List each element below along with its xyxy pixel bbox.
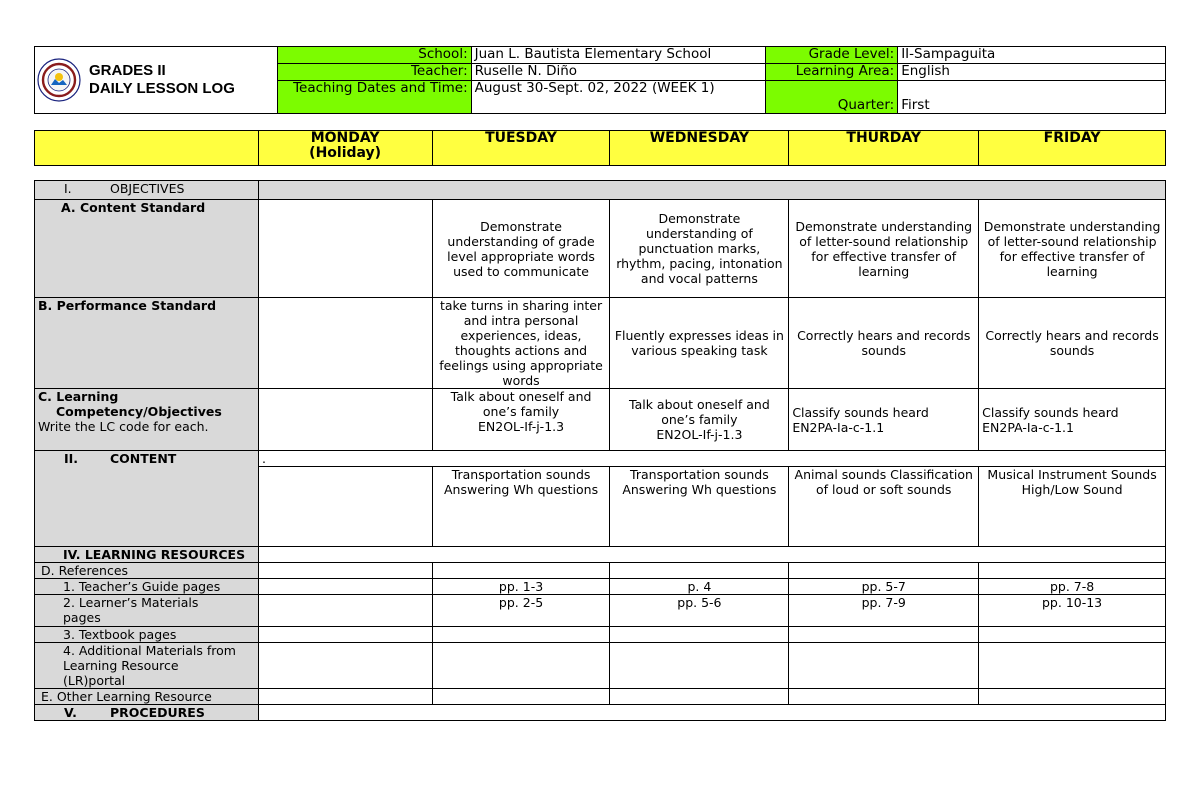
teachers-guide-thursday: pp. 5-7 [789, 579, 979, 595]
references-friday [979, 563, 1166, 579]
content-standard-wednesday: Demonstrate understanding of punctuation marks, rhythm, pacing, intonation and vocal patterns [610, 200, 789, 298]
teachers-guide-wednesday: p. 4 [610, 579, 789, 595]
content-band: . [258, 451, 1165, 467]
learners-materials-thursday: pp. 7-9 [789, 595, 979, 627]
teachers-guide-monday [258, 579, 432, 595]
additional-materials-wednesday [610, 643, 789, 689]
textbook-thursday [789, 627, 979, 643]
deped-seal-icon [37, 58, 81, 102]
lesson-log-table [34, 180, 1166, 721]
references-monday [258, 563, 432, 579]
textbook-friday [979, 627, 1166, 643]
day-wednesday: WEDNESDAY [610, 131, 789, 166]
other-resources-wednesday [610, 689, 789, 705]
learners-materials-label: 2. Learner’s Materials pages [35, 595, 259, 627]
procedures-heading [35, 705, 259, 721]
procedures-band [258, 705, 1165, 721]
references-tuesday [432, 563, 610, 579]
lc-wednesday-text: Talk about oneself and one’s family [629, 397, 770, 427]
lc-monday [258, 389, 432, 451]
content-thursday: Animal sounds Classification of loud or soft sounds [789, 467, 979, 547]
performance-standard-monday [258, 298, 432, 389]
day-tuesday: TUESDAY [432, 131, 610, 166]
teachers-guide-friday: pp. 7-8 [979, 579, 1166, 595]
grade-level-value: II-Sampaguita [898, 47, 1166, 64]
teachers-guide-tuesday: pp. 1-3 [432, 579, 610, 595]
quarter-label: Quarter: [766, 81, 898, 114]
performance-standard-tuesday: take turns in sharing inter and intra personal experiences, ideas, thoughts actions and feelings using appropriate words [432, 298, 610, 389]
teacher-label: Teacher: [277, 64, 471, 81]
objectives-title: OBJECTIVES [110, 181, 185, 196]
performance-standard-friday: Correctly hears and records sounds [979, 298, 1166, 389]
performance-standard-thursday: Correctly hears and records sounds [789, 298, 979, 389]
quarter-value: First [898, 81, 1166, 114]
lc-label-line2: Competency/Objectives [56, 404, 222, 419]
school-label: School: [277, 47, 471, 64]
learning-resources-band [258, 547, 1165, 563]
learning-area-label: Learning Area: [766, 64, 898, 81]
additional-materials-thursday [789, 643, 979, 689]
additional-materials-label: 4. Additional Materials from Learning Resource (LR)portal [35, 643, 259, 689]
textbook-pages-label: 3. Textbook pages [35, 627, 259, 643]
teachers-guide-label: 1. Teacher’s Guide pages [35, 579, 259, 595]
other-resources-friday [979, 689, 1166, 705]
textbook-monday [258, 627, 432, 643]
day-thursday: THURDAY [789, 131, 979, 166]
lc-label-line3: Write the LC code for each. [38, 419, 209, 434]
learning-competency-label [35, 389, 259, 451]
additional-materials-tuesday [432, 643, 610, 689]
day-monday: MONDAY (Holiday) [258, 131, 432, 166]
header-table [34, 46, 1166, 114]
lc-thursday-text: Classify sounds heard [792, 404, 929, 420]
content-standard-tuesday: Demonstrate understanding of grade level appropriate words used to communicate [432, 200, 610, 298]
title-dll: DAILY LESSON LOG [89, 80, 235, 97]
dates-value: August 30-Sept. 02, 2022 (WEEK 1) [471, 81, 766, 114]
objectives-band [258, 181, 1165, 200]
lc-friday-text: Classify sounds heard [982, 404, 1119, 420]
learners-materials-monday [258, 595, 432, 627]
lc-wednesday-code: EN2OL-If-j-1.3 [656, 427, 743, 442]
lc-tuesday [432, 389, 610, 451]
lc-friday-code: EN2PA-Ia-c-1.1 [982, 419, 1074, 435]
title-block [35, 47, 278, 114]
days-corner [35, 131, 259, 166]
content-standard-thursday: Demonstrate understanding of letter-sound relationship for effective transfer of learning [789, 200, 979, 298]
additional-materials-friday [979, 643, 1166, 689]
learners-materials-friday: pp. 10-13 [979, 595, 1166, 627]
grade-level-label: Grade Level: [766, 47, 898, 64]
content-monday [258, 467, 432, 547]
other-resources-label: E. Other Learning Resource [35, 689, 259, 705]
other-resources-monday [258, 689, 432, 705]
learning-resources-heading: IV. LEARNING RESOURCES [35, 547, 259, 563]
references-label: D. References [35, 563, 259, 579]
content-standard-label: A. Content Standard [35, 200, 259, 298]
days-header-table [34, 130, 1166, 166]
title-grades: GRADES II [89, 62, 166, 79]
lc-tuesday-code: EN2OL-If-j-1.3 [478, 419, 565, 434]
other-resources-tuesday [432, 689, 610, 705]
procedures-num: V. [64, 705, 77, 720]
lc-thursday [789, 389, 979, 451]
lc-friday [979, 389, 1166, 451]
performance-standard-label: B. Performance Standard [35, 298, 259, 389]
lc-label-line1: C. Learning [38, 389, 119, 404]
content-heading [35, 451, 259, 547]
school-value: Juan L. Bautista Elementary School [471, 47, 766, 64]
teacher-value: Ruselle N. Diño [471, 64, 766, 81]
content-num: II. [64, 451, 79, 466]
other-resources-thursday [789, 689, 979, 705]
textbook-wednesday [610, 627, 789, 643]
lc-tuesday-text: Talk about oneself and one’s family [450, 389, 592, 419]
textbook-tuesday [432, 627, 610, 643]
content-standard-friday: Demonstrate understanding of letter-sound relationship for effective transfer of learning [979, 200, 1166, 298]
objectives-heading [35, 181, 259, 200]
learning-area-value: English [898, 64, 1166, 81]
content-title: CONTENT [110, 451, 177, 466]
objectives-num: I. [64, 181, 72, 196]
lc-wednesday [610, 389, 789, 451]
procedures-title: PROCEDURES [110, 705, 205, 720]
content-wednesday: Transportation sounds Answering Wh questions [610, 467, 789, 547]
learners-materials-wednesday: pp. 5-6 [610, 595, 789, 627]
references-wednesday [610, 563, 789, 579]
learners-materials-tuesday: pp. 2-5 [432, 595, 610, 627]
content-friday: Musical Instrument Sounds High/Low Sound [979, 467, 1166, 547]
performance-standard-wednesday: Fluently expresses ideas in various speaking task [610, 298, 789, 389]
references-thursday [789, 563, 979, 579]
lc-thursday-code: EN2PA-Ia-c-1.1 [792, 419, 885, 435]
content-standard-monday [258, 200, 432, 298]
content-tuesday: Transportation sounds Answering Wh questions [432, 467, 610, 547]
additional-materials-monday [258, 643, 432, 689]
day-friday: FRIDAY [979, 131, 1166, 166]
dates-label: Teaching Dates and Time: [277, 81, 471, 114]
